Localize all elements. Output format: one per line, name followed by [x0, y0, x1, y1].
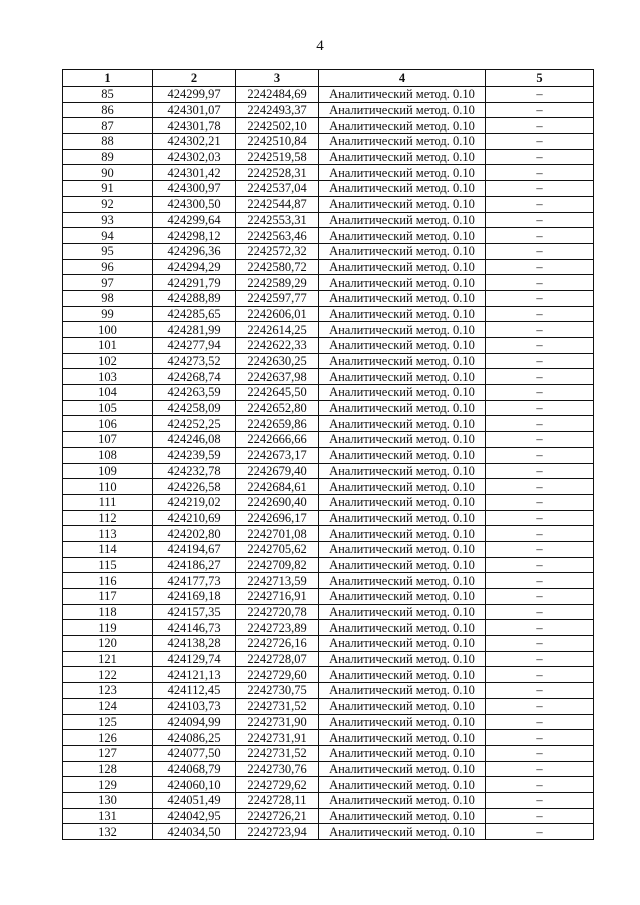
y-coordinate-cell: 2242730,76	[236, 761, 319, 777]
y-coordinate-cell: 2242729,60	[236, 667, 319, 683]
description-cell: –	[486, 777, 594, 793]
y-coordinate-cell: 2242701,08	[236, 526, 319, 542]
table-row	[63, 87, 594, 103]
point-number-cell: 91	[63, 181, 153, 197]
description-cell: –	[486, 165, 594, 181]
x-coordinate-cell: 424086,25	[153, 730, 236, 746]
point-number-cell: 112	[63, 510, 153, 526]
description-cell: –	[486, 698, 594, 714]
y-coordinate-cell: 2242731,52	[236, 745, 319, 761]
description-cell: –	[486, 432, 594, 448]
point-number-cell: 117	[63, 589, 153, 605]
column-header-method: 4	[319, 70, 486, 87]
table-row	[63, 714, 594, 730]
description-cell: –	[486, 636, 594, 652]
x-coordinate-cell: 424296,36	[153, 243, 236, 259]
point-number-cell: 108	[63, 447, 153, 463]
x-coordinate-cell: 424034,50	[153, 824, 236, 840]
y-coordinate-cell: 2242713,59	[236, 573, 319, 589]
method-cell: Аналитический метод. 0.10	[319, 541, 486, 557]
description-cell: –	[486, 181, 594, 197]
description-cell: –	[486, 604, 594, 620]
table-row	[63, 385, 594, 401]
method-cell: Аналитический метод. 0.10	[319, 181, 486, 197]
x-coordinate-cell: 424268,74	[153, 369, 236, 385]
y-coordinate-cell: 2242731,90	[236, 714, 319, 730]
table-row	[63, 667, 594, 683]
table-row	[63, 604, 594, 620]
description-cell: –	[486, 683, 594, 699]
point-number-cell: 115	[63, 557, 153, 573]
description-cell: –	[486, 824, 594, 840]
point-number-cell: 130	[63, 792, 153, 808]
method-cell: Аналитический метод. 0.10	[319, 243, 486, 259]
method-cell: Аналитический метод. 0.10	[319, 290, 486, 306]
description-cell: –	[486, 620, 594, 636]
method-cell: Аналитический метод. 0.10	[319, 824, 486, 840]
point-number-cell: 122	[63, 667, 153, 683]
table-header-row	[63, 70, 594, 87]
description-cell: –	[486, 494, 594, 510]
column-header-point-number: 1	[63, 70, 153, 87]
y-coordinate-cell: 2242726,21	[236, 808, 319, 824]
description-cell: –	[486, 134, 594, 150]
method-cell: Аналитический метод. 0.10	[319, 118, 486, 134]
point-number-cell: 94	[63, 228, 153, 244]
y-coordinate-cell: 2242659,86	[236, 416, 319, 432]
table-row	[63, 290, 594, 306]
x-coordinate-cell: 424298,12	[153, 228, 236, 244]
method-cell: Аналитический метод. 0.10	[319, 259, 486, 275]
y-coordinate-cell: 2242673,17	[236, 447, 319, 463]
x-coordinate-cell: 424051,49	[153, 792, 236, 808]
method-cell: Аналитический метод. 0.10	[319, 447, 486, 463]
point-number-cell: 101	[63, 338, 153, 354]
y-coordinate-cell: 2242729,62	[236, 777, 319, 793]
point-number-cell: 92	[63, 196, 153, 212]
x-coordinate-cell: 424239,59	[153, 447, 236, 463]
y-coordinate-cell: 2242622,33	[236, 338, 319, 354]
x-coordinate-cell: 424301,07	[153, 102, 236, 118]
table-body	[63, 87, 594, 840]
y-coordinate-cell: 2242528,31	[236, 165, 319, 181]
description-cell: –	[486, 667, 594, 683]
table-row	[63, 306, 594, 322]
x-coordinate-cell: 424299,97	[153, 87, 236, 103]
method-cell: Аналитический метод. 0.10	[319, 510, 486, 526]
y-coordinate-cell: 2242666,66	[236, 432, 319, 448]
method-cell: Аналитический метод. 0.10	[319, 102, 486, 118]
x-coordinate-cell: 424302,03	[153, 149, 236, 165]
point-number-cell: 121	[63, 651, 153, 667]
x-coordinate-cell: 424129,74	[153, 651, 236, 667]
description-cell: –	[486, 338, 594, 354]
method-cell: Аналитический метод. 0.10	[319, 651, 486, 667]
y-coordinate-cell: 2242730,75	[236, 683, 319, 699]
x-coordinate-cell: 424121,13	[153, 667, 236, 683]
table-row	[63, 792, 594, 808]
description-cell: –	[486, 353, 594, 369]
description-cell: –	[486, 651, 594, 667]
y-coordinate-cell: 2242484,69	[236, 87, 319, 103]
x-coordinate-cell: 424219,02	[153, 494, 236, 510]
x-coordinate-cell: 424157,35	[153, 604, 236, 620]
x-coordinate-cell: 424094,99	[153, 714, 236, 730]
x-coordinate-cell: 424294,29	[153, 259, 236, 275]
x-coordinate-cell: 424263,59	[153, 385, 236, 401]
description-cell: –	[486, 416, 594, 432]
description-cell: –	[486, 573, 594, 589]
table-row	[63, 683, 594, 699]
method-cell: Аналитический метод. 0.10	[319, 730, 486, 746]
description-cell: –	[486, 400, 594, 416]
description-cell: –	[486, 306, 594, 322]
method-cell: Аналитический метод. 0.10	[319, 275, 486, 291]
description-cell: –	[486, 259, 594, 275]
y-coordinate-cell: 2242510,84	[236, 134, 319, 150]
y-coordinate-cell: 2242630,25	[236, 353, 319, 369]
x-coordinate-cell: 424169,18	[153, 589, 236, 605]
x-coordinate-cell: 424300,97	[153, 181, 236, 197]
method-cell: Аналитический метод. 0.10	[319, 463, 486, 479]
point-number-cell: 89	[63, 149, 153, 165]
point-number-cell: 123	[63, 683, 153, 699]
method-cell: Аналитический метод. 0.10	[319, 134, 486, 150]
method-cell: Аналитический метод. 0.10	[319, 212, 486, 228]
method-cell: Аналитический метод. 0.10	[319, 228, 486, 244]
y-coordinate-cell: 2242723,94	[236, 824, 319, 840]
table-row	[63, 149, 594, 165]
x-coordinate-cell: 424077,50	[153, 745, 236, 761]
y-coordinate-cell: 2242696,17	[236, 510, 319, 526]
description-cell: –	[486, 761, 594, 777]
table-row	[63, 400, 594, 416]
description-cell: –	[486, 102, 594, 118]
point-number-cell: 107	[63, 432, 153, 448]
method-cell: Аналитический метод. 0.10	[319, 620, 486, 636]
point-number-cell: 87	[63, 118, 153, 134]
column-header-y-coordinate: 3	[236, 70, 319, 87]
y-coordinate-cell: 2242690,40	[236, 494, 319, 510]
method-cell: Аналитический метод. 0.10	[319, 604, 486, 620]
description-cell: –	[486, 243, 594, 259]
table-row	[63, 322, 594, 338]
description-cell: –	[486, 447, 594, 463]
x-coordinate-cell: 424301,42	[153, 165, 236, 181]
y-coordinate-cell: 2242731,91	[236, 730, 319, 746]
point-number-cell: 120	[63, 636, 153, 652]
y-coordinate-cell: 2242589,29	[236, 275, 319, 291]
description-cell: –	[486, 322, 594, 338]
point-number-cell: 125	[63, 714, 153, 730]
table-row	[63, 181, 594, 197]
method-cell: Аналитический метод. 0.10	[319, 400, 486, 416]
x-coordinate-cell: 424226,58	[153, 479, 236, 495]
x-coordinate-cell: 424146,73	[153, 620, 236, 636]
description-cell: –	[486, 463, 594, 479]
method-cell: Аналитический метод. 0.10	[319, 667, 486, 683]
description-cell: –	[486, 479, 594, 495]
description-cell: –	[486, 118, 594, 134]
x-coordinate-cell: 424042,95	[153, 808, 236, 824]
coordinates-table	[62, 69, 594, 840]
description-cell: –	[486, 196, 594, 212]
table-row	[63, 432, 594, 448]
table-row	[63, 134, 594, 150]
description-cell: –	[486, 228, 594, 244]
description-cell: –	[486, 385, 594, 401]
point-number-cell: 97	[63, 275, 153, 291]
description-cell: –	[486, 541, 594, 557]
x-coordinate-cell: 424068,79	[153, 761, 236, 777]
description-cell: –	[486, 275, 594, 291]
x-coordinate-cell: 424103,73	[153, 698, 236, 714]
method-cell: Аналитический метод. 0.10	[319, 698, 486, 714]
table-row	[63, 510, 594, 526]
x-coordinate-cell: 424281,99	[153, 322, 236, 338]
point-number-cell: 103	[63, 369, 153, 385]
point-number-cell: 102	[63, 353, 153, 369]
table-row	[63, 228, 594, 244]
x-coordinate-cell: 424112,45	[153, 683, 236, 699]
method-cell: Аналитический метод. 0.10	[319, 808, 486, 824]
description-cell: –	[486, 212, 594, 228]
y-coordinate-cell: 2242614,25	[236, 322, 319, 338]
description-cell: –	[486, 714, 594, 730]
method-cell: Аналитический метод. 0.10	[319, 777, 486, 793]
method-cell: Аналитический метод. 0.10	[319, 589, 486, 605]
x-coordinate-cell: 424299,64	[153, 212, 236, 228]
method-cell: Аналитический метод. 0.10	[319, 683, 486, 699]
table-row	[63, 541, 594, 557]
table-row	[63, 165, 594, 181]
page-number: 4	[316, 38, 324, 54]
y-coordinate-cell: 2242709,82	[236, 557, 319, 573]
table-row	[63, 557, 594, 573]
method-cell: Аналитический метод. 0.10	[319, 573, 486, 589]
y-coordinate-cell: 2242731,52	[236, 698, 319, 714]
y-coordinate-cell: 2242726,16	[236, 636, 319, 652]
table-row	[63, 698, 594, 714]
method-cell: Аналитический метод. 0.10	[319, 792, 486, 808]
method-cell: Аналитический метод. 0.10	[319, 306, 486, 322]
x-coordinate-cell: 424202,80	[153, 526, 236, 542]
y-coordinate-cell: 2242728,11	[236, 792, 319, 808]
table-row	[63, 243, 594, 259]
method-cell: Аналитический метод. 0.10	[319, 385, 486, 401]
method-cell: Аналитический метод. 0.10	[319, 526, 486, 542]
point-number-cell: 105	[63, 400, 153, 416]
method-cell: Аналитический метод. 0.10	[319, 745, 486, 761]
table-row	[63, 745, 594, 761]
description-cell: –	[486, 589, 594, 605]
method-cell: Аналитический метод. 0.10	[319, 416, 486, 432]
x-coordinate-cell: 424138,28	[153, 636, 236, 652]
description-cell: –	[486, 557, 594, 573]
x-coordinate-cell: 424194,67	[153, 541, 236, 557]
method-cell: Аналитический метод. 0.10	[319, 338, 486, 354]
point-number-cell: 116	[63, 573, 153, 589]
point-number-cell: 85	[63, 87, 153, 103]
point-number-cell: 118	[63, 604, 153, 620]
point-number-cell: 93	[63, 212, 153, 228]
x-coordinate-cell: 424210,69	[153, 510, 236, 526]
table-row	[63, 447, 594, 463]
table-row	[63, 275, 594, 291]
x-coordinate-cell: 424285,65	[153, 306, 236, 322]
x-coordinate-cell: 424302,21	[153, 134, 236, 150]
method-cell: Аналитический метод. 0.10	[319, 322, 486, 338]
x-coordinate-cell: 424291,79	[153, 275, 236, 291]
x-coordinate-cell: 424288,89	[153, 290, 236, 306]
y-coordinate-cell: 2242637,98	[236, 369, 319, 385]
y-coordinate-cell: 2242572,32	[236, 243, 319, 259]
y-coordinate-cell: 2242606,01	[236, 306, 319, 322]
point-number-cell: 113	[63, 526, 153, 542]
point-number-cell: 96	[63, 259, 153, 275]
table-row	[63, 259, 594, 275]
table-row	[63, 636, 594, 652]
point-number-cell: 132	[63, 824, 153, 840]
method-cell: Аналитический метод. 0.10	[319, 369, 486, 385]
table-row	[63, 463, 594, 479]
point-number-cell: 86	[63, 102, 153, 118]
x-coordinate-cell: 424273,52	[153, 353, 236, 369]
point-number-cell: 111	[63, 494, 153, 510]
point-number-cell: 127	[63, 745, 153, 761]
y-coordinate-cell: 2242597,77	[236, 290, 319, 306]
table-row	[63, 573, 594, 589]
point-number-cell: 119	[63, 620, 153, 636]
column-header-description: 5	[486, 70, 594, 87]
description-cell: –	[486, 510, 594, 526]
table-row	[63, 730, 594, 746]
point-number-cell: 109	[63, 463, 153, 479]
table-row	[63, 494, 594, 510]
point-number-cell: 124	[63, 698, 153, 714]
method-cell: Аналитический метод. 0.10	[319, 165, 486, 181]
table-row	[63, 589, 594, 605]
x-coordinate-cell: 424186,27	[153, 557, 236, 573]
method-cell: Аналитический метод. 0.10	[319, 87, 486, 103]
y-coordinate-cell: 2242716,91	[236, 589, 319, 605]
x-coordinate-cell: 424177,73	[153, 573, 236, 589]
table-row	[63, 651, 594, 667]
method-cell: Аналитический метод. 0.10	[319, 714, 486, 730]
description-cell: –	[486, 87, 594, 103]
table-row	[63, 118, 594, 134]
x-coordinate-cell: 424301,78	[153, 118, 236, 134]
table-row	[63, 777, 594, 793]
y-coordinate-cell: 2242493,37	[236, 102, 319, 118]
point-number-cell: 106	[63, 416, 153, 432]
table-row	[63, 369, 594, 385]
table-row	[63, 212, 594, 228]
y-coordinate-cell: 2242553,31	[236, 212, 319, 228]
description-cell: –	[486, 369, 594, 385]
point-number-cell: 129	[63, 777, 153, 793]
description-cell: –	[486, 526, 594, 542]
x-coordinate-cell: 424060,10	[153, 777, 236, 793]
point-number-cell: 95	[63, 243, 153, 259]
method-cell: Аналитический метод. 0.10	[319, 353, 486, 369]
point-number-cell: 126	[63, 730, 153, 746]
y-coordinate-cell: 2242652,80	[236, 400, 319, 416]
y-coordinate-cell: 2242537,04	[236, 181, 319, 197]
method-cell: Аналитический метод. 0.10	[319, 432, 486, 448]
table-row	[63, 620, 594, 636]
column-header-x-coordinate: 2	[153, 70, 236, 87]
y-coordinate-cell: 2242645,50	[236, 385, 319, 401]
table-row	[63, 338, 594, 354]
description-cell: –	[486, 149, 594, 165]
table-row	[63, 526, 594, 542]
description-cell: –	[486, 792, 594, 808]
description-cell: –	[486, 745, 594, 761]
y-coordinate-cell: 2242723,89	[236, 620, 319, 636]
point-number-cell: 88	[63, 134, 153, 150]
method-cell: Аналитический метод. 0.10	[319, 557, 486, 573]
point-number-cell: 100	[63, 322, 153, 338]
y-coordinate-cell: 2242502,10	[236, 118, 319, 134]
y-coordinate-cell: 2242519,58	[236, 149, 319, 165]
y-coordinate-cell: 2242580,72	[236, 259, 319, 275]
y-coordinate-cell: 2242563,46	[236, 228, 319, 244]
point-number-cell: 90	[63, 165, 153, 181]
point-number-cell: 114	[63, 541, 153, 557]
method-cell: Аналитический метод. 0.10	[319, 494, 486, 510]
method-cell: Аналитический метод. 0.10	[319, 149, 486, 165]
x-coordinate-cell: 424252,25	[153, 416, 236, 432]
method-cell: Аналитический метод. 0.10	[319, 761, 486, 777]
table-row	[63, 479, 594, 495]
description-cell: –	[486, 290, 594, 306]
y-coordinate-cell: 2242705,62	[236, 541, 319, 557]
y-coordinate-cell: 2242684,61	[236, 479, 319, 495]
table-row	[63, 416, 594, 432]
y-coordinate-cell: 2242679,40	[236, 463, 319, 479]
table-row	[63, 102, 594, 118]
point-number-cell: 131	[63, 808, 153, 824]
x-coordinate-cell: 424277,94	[153, 338, 236, 354]
point-number-cell: 104	[63, 385, 153, 401]
method-cell: Аналитический метод. 0.10	[319, 196, 486, 212]
description-cell: –	[486, 808, 594, 824]
point-number-cell: 110	[63, 479, 153, 495]
y-coordinate-cell: 2242728,07	[236, 651, 319, 667]
description-cell: –	[486, 730, 594, 746]
x-coordinate-cell: 424258,09	[153, 400, 236, 416]
x-coordinate-cell: 424300,50	[153, 196, 236, 212]
point-number-cell: 98	[63, 290, 153, 306]
table-row	[63, 824, 594, 840]
method-cell: Аналитический метод. 0.10	[319, 636, 486, 652]
table-row	[63, 808, 594, 824]
table-row	[63, 196, 594, 212]
y-coordinate-cell: 2242720,78	[236, 604, 319, 620]
x-coordinate-cell: 424246,08	[153, 432, 236, 448]
point-number-cell: 99	[63, 306, 153, 322]
y-coordinate-cell: 2242544,87	[236, 196, 319, 212]
table-row	[63, 761, 594, 777]
x-coordinate-cell: 424232,78	[153, 463, 236, 479]
point-number-cell: 128	[63, 761, 153, 777]
method-cell: Аналитический метод. 0.10	[319, 479, 486, 495]
table-row	[63, 353, 594, 369]
